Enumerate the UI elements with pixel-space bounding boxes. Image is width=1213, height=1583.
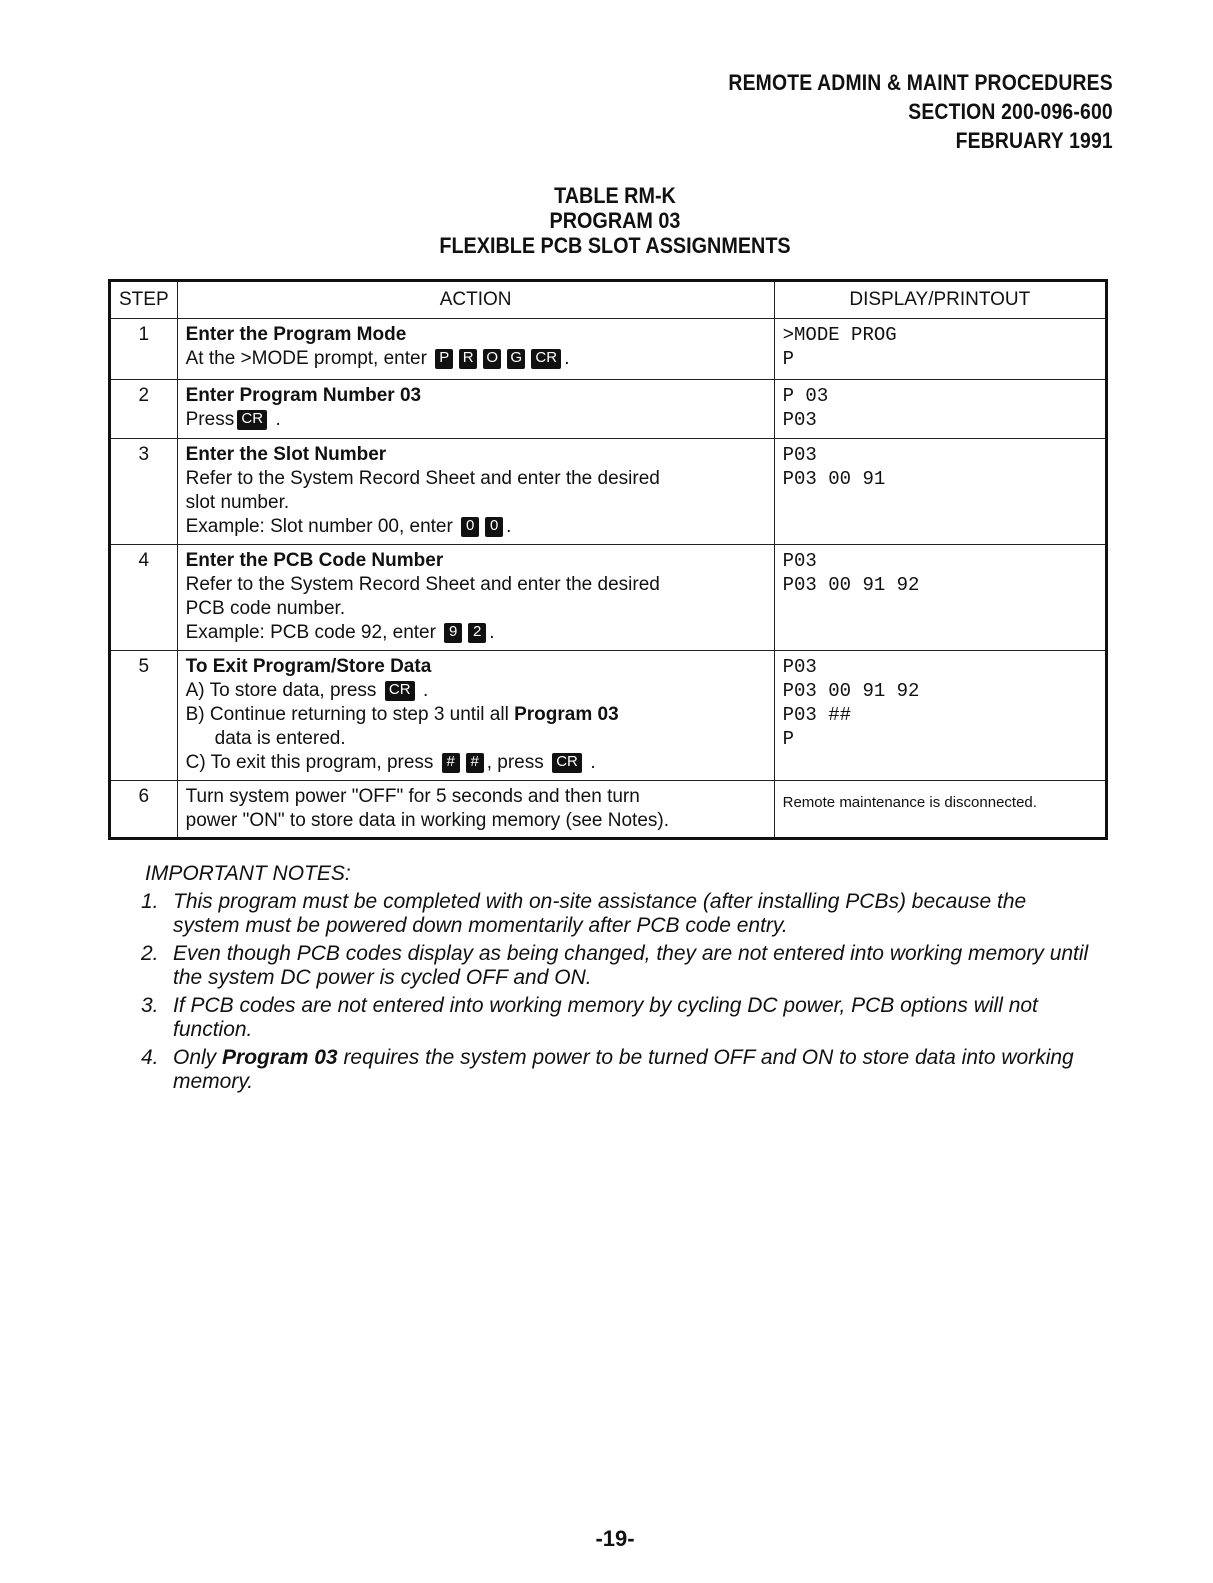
display-line: P03 [782,409,817,431]
table-header-row [110,281,1107,319]
key-cr: CR [385,681,415,701]
action-example [186,515,766,539]
action-line: power "ON" to store data in working memory (see Notes). [185,810,670,831]
action-cell [177,319,774,380]
key-cr: CR [237,410,267,430]
key-g: G [507,349,525,369]
document-header [729,68,1113,155]
table-row [110,545,1107,651]
action-line: Turn system power "OFF" for 5 seconds and then turn [185,786,640,807]
header-line-1: REMOTE ADMIN & MAINT PROCEDURES [728,70,1113,95]
key-9: 9 [444,623,462,643]
column-header-display: DISPLAY/PRINTOUT [774,281,1106,319]
item-label: B) [185,704,205,725]
period: . [275,409,281,430]
display-line: P [782,728,795,750]
item-label: A) [185,680,205,701]
display-line: P03 00 91 92 [782,680,920,702]
display-line: P 03 [782,385,829,407]
key-o: O [483,349,501,369]
key-hash: # [466,753,484,773]
note-text: If PCB codes are not entered into working memory by cycling DC power, PCB options will not function. [173,994,1038,1041]
action-cell [177,545,774,651]
key-0: 0 [461,517,479,537]
note-text-post: requires the system power to be turned OFF and ON to store data into working memory. [173,1046,1074,1093]
note-number: 2. [141,942,159,965]
period: . [423,680,429,701]
notes-list [141,890,1097,1094]
action-text: To exit this program, press [210,752,434,773]
action-heading: To Exit Program/Store Data [185,656,432,677]
display-line: P03 ## [782,704,852,726]
program-ref: Program 03 [222,1046,338,1069]
period: . [506,516,512,537]
display-line: >MODE PROG [782,324,897,346]
display-cell [774,439,1106,545]
action-heading: Enter the Program Mode [185,324,407,345]
action-cell [177,651,774,781]
key-cr: CR [552,753,582,773]
step-number: 2 [110,380,178,439]
display-line: P03 [782,656,817,678]
action-example [186,621,766,645]
action-line: Refer to the System Record Sheet and enter the desired [185,574,660,595]
action-cell [177,439,774,545]
display-line: P [782,348,795,370]
display-line: P03 00 91 92 [782,574,920,596]
key-hash: # [442,753,460,773]
action-line [186,347,766,371]
action-text: Continue returning to step 3 until all [209,704,509,725]
program-ref: Program 03 [514,704,619,725]
action-line-b [186,703,766,727]
step-number: 3 [110,439,178,545]
action-heading: Enter Program Number 03 [185,385,422,406]
note-item [141,994,1097,1042]
period: . [489,622,495,643]
action-cell [177,380,774,439]
notes-heading: IMPORTANT NOTES: [145,862,351,885]
key-0: 0 [485,517,503,537]
table-row [110,781,1107,839]
display-cell [774,781,1106,839]
table-title [0,183,1213,258]
step-number: 1 [110,319,178,380]
action-text: , press [486,752,544,773]
display-line: Remote maintenance is disconnected. [782,794,1037,811]
note-item [141,942,1097,990]
display-cell [774,380,1106,439]
display-line: P03 [782,444,817,466]
header-line-2: SECTION 200-096-600 [908,99,1113,124]
step-number: 5 [110,651,178,781]
action-text: Press [185,409,235,430]
item-label: C) [185,752,206,773]
action-line: PCB code number. [185,598,346,619]
action-heading: Enter the PCB Code Number [185,550,444,571]
title-line-2: PROGRAM 03 [549,208,681,233]
procedure-table [108,279,1108,840]
important-notes [141,862,1097,1098]
period: . [590,752,596,773]
table-row [110,439,1107,545]
action-line: slot number. [185,492,290,513]
note-text-pre: Only [173,1046,217,1069]
title-line-3: FLEXIBLE PCB SLOT ASSIGNMENTS [439,233,791,258]
display-line: P03 00 91 [782,468,886,490]
title-line-1: TABLE RM-K [554,183,676,208]
example-text: Example: PCB code 92, enter [185,622,436,643]
step-number: 4 [110,545,178,651]
header-line-3: FEBRUARY 1991 [955,128,1113,153]
column-header-action: ACTION [177,281,774,319]
table-row [110,380,1107,439]
action-text: At the >MODE prompt, enter [185,348,427,369]
column-header-step: STEP [110,281,178,319]
action-line-a [186,679,766,703]
action-line: Refer to the System Record Sheet and enter the desired [185,468,660,489]
table-row [110,319,1107,380]
key-p: P [435,349,453,369]
display-cell [774,545,1106,651]
display-cell [774,319,1106,380]
note-number: 1. [141,890,159,913]
note-number: 3. [141,994,159,1017]
action-cell [177,781,774,839]
key-cr: CR [531,349,561,369]
note-number: 4. [141,1046,159,1069]
note-text: Even though PCB codes display as being changed, they are not entered into working memory until the system DC power is cycled OFF and ON. [173,942,1089,989]
note-text: This program must be completed with on-site assistance (after installing PCBs) because the system must be powered down momentarily after PCB code entry. [173,890,1027,937]
key-r: R [459,349,477,369]
action-line-c [186,751,766,775]
step-number: 6 [110,781,178,839]
action-text: To store data, press [209,680,377,701]
period: . [564,348,570,369]
example-text: Example: Slot number 00, enter [185,516,453,537]
note-item [141,890,1097,938]
action-line [186,408,766,432]
page-number: -19- [595,1526,635,1551]
note-item [141,1046,1097,1094]
display-cell [774,651,1106,781]
action-heading: Enter the Slot Number [185,444,387,465]
action-line-b2: data is entered. [214,728,346,749]
key-2: 2 [468,623,486,643]
table-row [110,651,1107,781]
display-line: P03 [782,550,817,572]
